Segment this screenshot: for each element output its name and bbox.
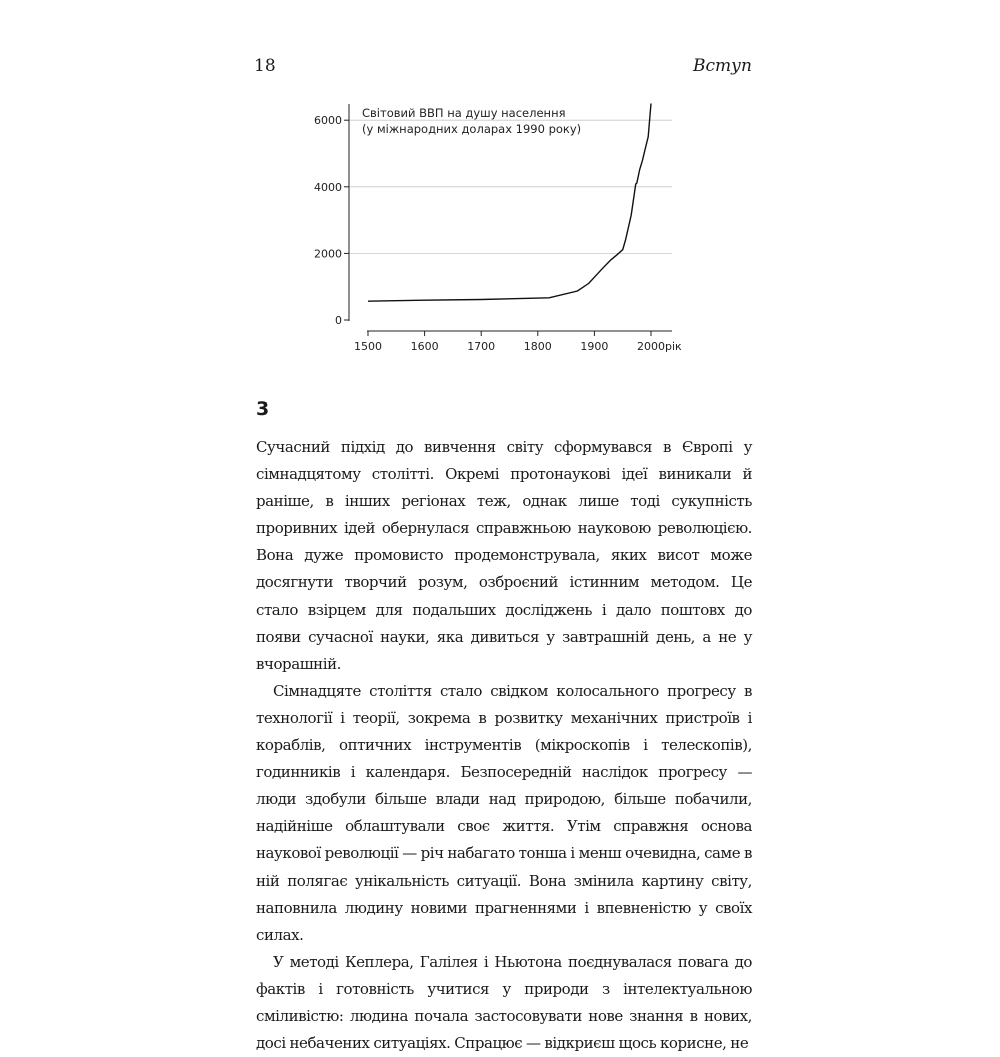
running-title: Вступ [693, 56, 752, 76]
x-tick-label: 2000 [637, 340, 665, 353]
y-tick-label: 2000 [314, 247, 342, 261]
chart-grid [349, 120, 672, 253]
x-tick-label: 1800 [523, 340, 552, 353]
paragraph-3: У методі Кеплера, Галілея і Ньютона поєднувалася повага до фактів і готовність учитися у природи з інтелектуальною сміливістю: людина почала застосовувати нове знання в нових, досі небачених ситуаціях. Спрацює — відкриєш щось корисне, не [256, 952, 752, 1053]
chart-title: Світовий ВВП на душу населення [362, 106, 566, 120]
section-number: 3 [256, 398, 270, 420]
paragraph-2: Сімнадцяте століття стало свідком колосального прогресу в технології і теорії, зокрема в розвитку механічних пристроїв і кораблів, оптичних інструментів (мікроскопів і телескопів), годинників і календаря. Безпосередній наслідок прогресу — люди здобули більше влади над природою, більше побачили, надійніше облаштували своє життя. Утім справжня основа наукової революції — річ набагато тонша і менш очевидна, саме в ній полягає унікальність ситуації. Вона змінила картину світу, наповнила людину новими прагненнями і впевненістю у своїх силах. [256, 681, 752, 944]
gdp-chart [0, 0, 1000, 380]
x-axis-label: рік [665, 340, 682, 353]
x-tick-label: 1600 [410, 340, 439, 353]
y-tick-label: 6000 [314, 114, 342, 128]
x-tick-label: 1900 [580, 340, 609, 353]
y-tick-label: 0 [335, 314, 342, 327]
x-axis-ticks [354, 331, 665, 353]
paragraph-1: Сучасний підхід до вивчення світу сформувався в Європі у сімнадцятому столітті. Окремі протонаукові ідеї виникали й раніше, в інших регіонах теж, однак лише тоді сукупність проривних ідей обернулася справжньою науковою революцією. Вона дуже промовисто продемонструвала, яких висот може досягнути творчий розум, озброєний істинним методом. Це стало взірцем для подальших досліджень і дало поштовх до появи сучасної науки, яка дивиться у завтрашній день, а не у вчорашній. [256, 438, 752, 673]
chart-subtitle: (у міжнародних доларах 1990 року) [362, 122, 582, 136]
body-text [256, 434, 752, 1057]
y-axis-ticks [314, 114, 349, 327]
x-tick-label: 1500 [354, 340, 382, 353]
page-number: 18 [254, 56, 276, 76]
x-tick-label: 1700 [467, 340, 496, 353]
y-tick-label: 4000 [314, 180, 342, 194]
